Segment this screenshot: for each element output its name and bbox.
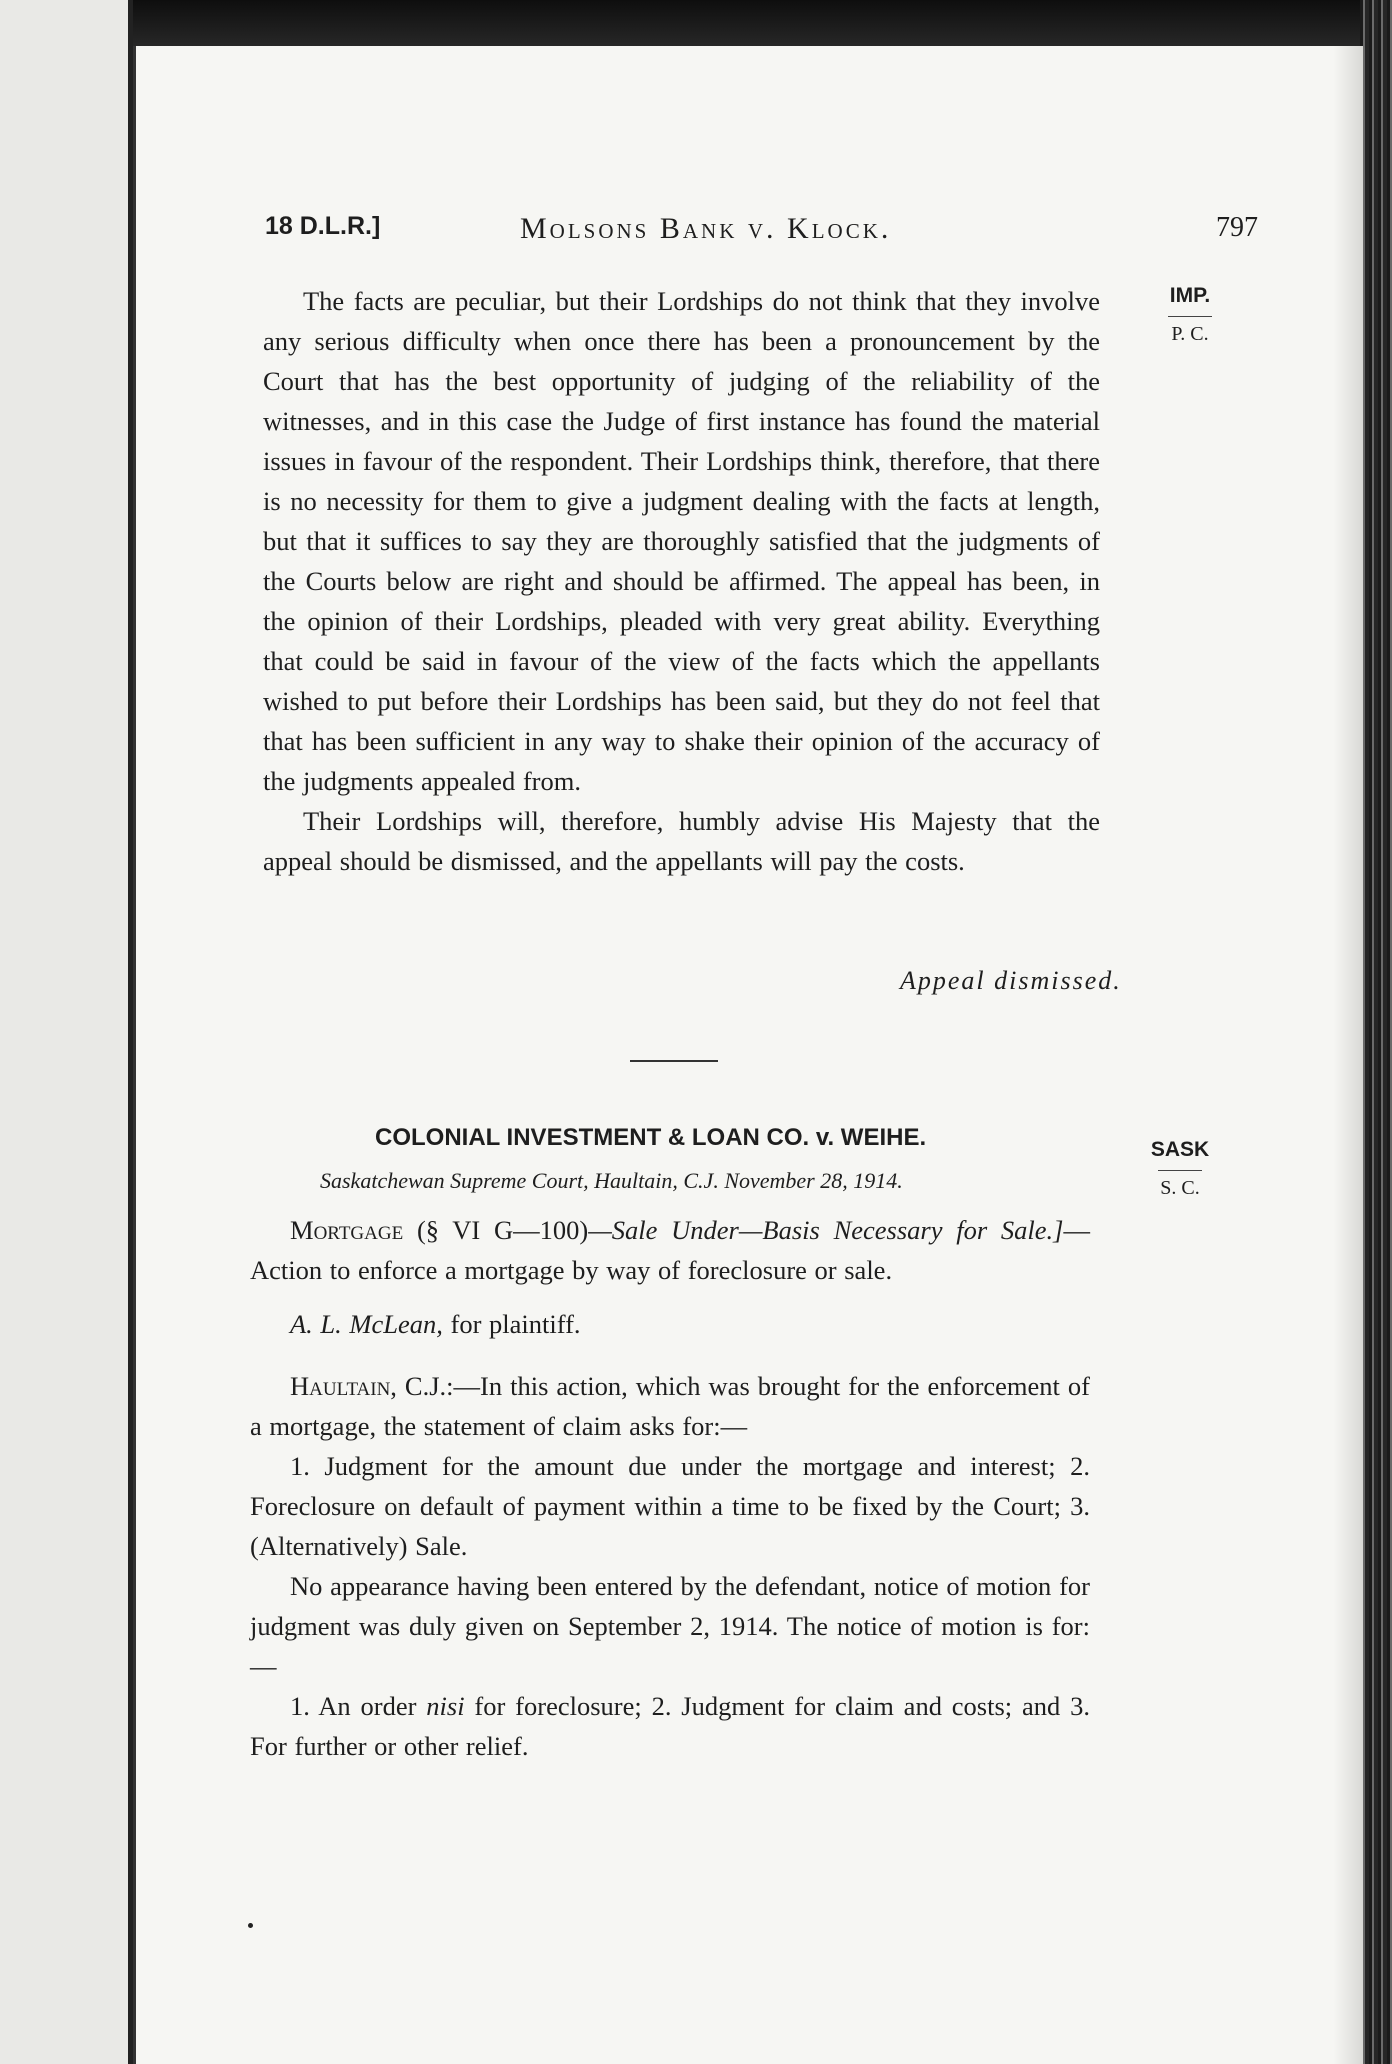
headnote: Mortgage (§ VI G—100)—Sale Under—Basis Necessary for Sale.]—Action to enforce a mortgage by way of foreclosure or sale.	[250, 1215, 1090, 1285]
margin-note-court: S. C.	[1160, 1177, 1200, 1199]
judgment-paragraph: Their Lordships will, therefore, humbly advise His Majesty that the appeal should be dismissed, and the appellants will pay the costs.	[263, 806, 1100, 876]
case-title: COLONIAL INVESTMENT & LOAN CO. v. WEIHE.	[375, 1124, 927, 1151]
opinion-paragraph: 1. Judgment for the amount due under the mortgage and interest; 2. Foreclosure on default of payment within a time to be fixed by the Court; 3. (Alternatively) Sale.	[250, 1451, 1090, 1561]
margin-note-sask	[1140, 1138, 1220, 1200]
page-number: 797	[1216, 212, 1258, 243]
volume-reference: 18 D.L.R.]	[265, 212, 381, 240]
opinion-paragraph: 1. An order nisi for foreclosure; 2. Judgment for claim and costs; and 3. For further or other relief.	[250, 1691, 1090, 1761]
margin-note-court: IMP.	[1169, 284, 1211, 307]
margin-note-province: SASK	[1150, 1138, 1210, 1161]
judgment-text	[263, 281, 1100, 881]
court-line: Saskatchewan Supreme Court, Haultain, C.J. November 28, 1914.	[320, 1168, 903, 1193]
facing-page-edge	[0, 0, 133, 2064]
judgment-paragraph: The facts are peculiar, but their Lordships do not think that they involve any serious difficulty when once there has been a pronouncement by the Court that has the best opportunity of judging of the reliability of the witnesses, and in this case the Judge of first instance has found the material issues in favour of the respondent. Their Lordships think, therefore, that there is no necessity for them to give a judgment dealing with the facts at length, but that it suffices to say they are thoroughly satisfied that the judgments of the Courts below are right and should be affirmed. The appeal has been, in the opinion of their Lordships, pleaded with very great ability. Everything that could be said in favour of the view of the facts which the appellants wished to put before their Lordships has been said, but they do not feel that that has been sufficient in any way to shake their opinion of the accuracy of the judgments appealed from.	[263, 286, 1100, 796]
counsel-line: A. L. McLean, for plaintiff.	[290, 1309, 581, 1339]
opinion-paragraph: No appearance having been entered by the defendant, notice of motion for judgment was duly given on September 2, 1914. The notice of motion is for:—	[250, 1571, 1090, 1681]
section-divider	[630, 1060, 718, 1062]
scan-speck	[248, 1923, 253, 1928]
case-body	[250, 1210, 1090, 1766]
opinion-paragraph: Haultain, C.J.:—In this action, which was brought for the enforcement of a mortgage, the statement of claim asks for:—	[250, 1371, 1090, 1441]
scanner-background-top	[0, 0, 1392, 52]
margin-note-division: P. C.	[1171, 323, 1209, 345]
case-running-title: Molsons Bank v. Klock.	[520, 212, 892, 245]
margin-note-imp	[1160, 284, 1220, 346]
disposition: Appeal dismissed.	[900, 966, 1122, 995]
page-stack-edge	[1360, 0, 1392, 2064]
